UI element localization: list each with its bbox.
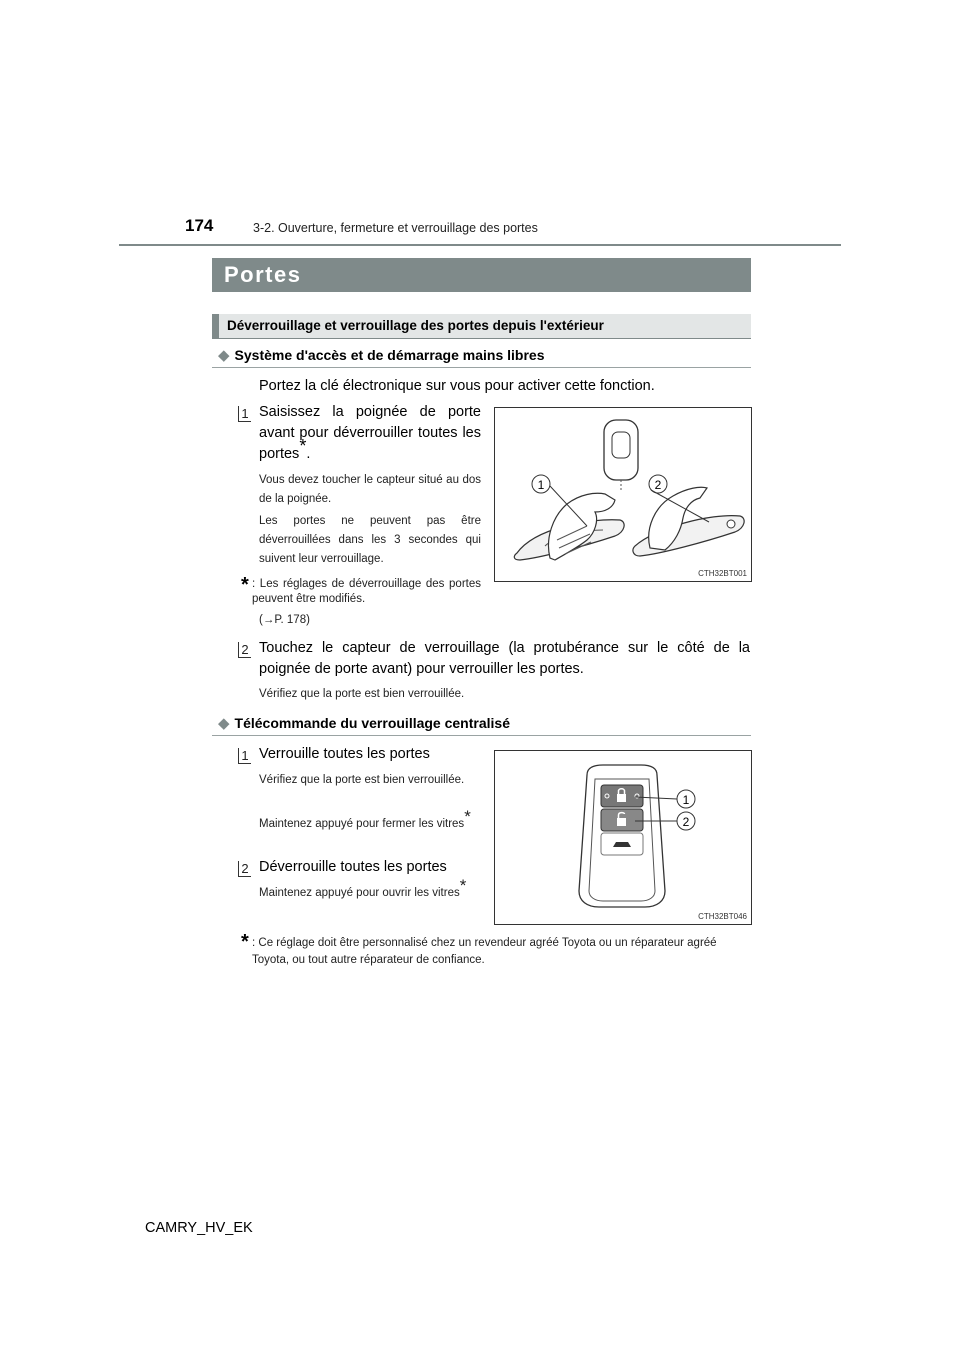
remote-step2-text: Déverrouille toutes les portes: [259, 859, 447, 875]
subheading-band: [212, 314, 751, 339]
footnote1-text: : Les réglages de déverrouillage des portes peuvent être modifiés.: [252, 578, 481, 605]
section2-heading-text: Télécommande du verrouillage centralisé: [234, 715, 510, 731]
asterisk-marker: *: [459, 876, 467, 896]
figure2-code: CTH32BT046: [698, 912, 747, 921]
step1-note2: Les portes ne peuvent pas être déverrouillées dans les 3 secondes qui suivent leur verrouillage.: [259, 515, 481, 565]
asterisk-marker: *: [464, 807, 471, 827]
step1-text: [259, 402, 481, 465]
remote-step1-note2: [259, 807, 481, 834]
remote-step2-note: [259, 876, 481, 903]
remote-key-illustration: [495, 751, 751, 924]
section1-heading-text: Système d'accès et de démarrage mains libres: [234, 347, 545, 363]
diamond-icon: ◆: [218, 715, 230, 732]
section2-rule: [212, 735, 751, 736]
diamond-icon: ◆: [218, 347, 230, 364]
figure1-code: CTH32BT001: [698, 569, 747, 578]
figure2-callout-1: 1: [682, 793, 690, 807]
remote-step1-note2-text: Maintenez appuyé pour fermer les vitres: [259, 818, 465, 830]
section2-heading: [218, 714, 510, 732]
subheading-title: Déverrouillage et verrouillage des portes depuis l'extérieur: [227, 318, 604, 333]
page-number: 174: [185, 216, 214, 235]
title-band: [212, 258, 751, 292]
remote-step-number-2: 2: [238, 861, 251, 877]
footnote2-text: : Ce réglage doit être personnalisé chez un revendeur agréé Toyota ou un réparateur agréé Toyota, ou tout autre réparateur de confiance.: [252, 937, 717, 966]
subheading-bar: [212, 314, 219, 339]
section1-heading: [218, 346, 544, 364]
figure2-callout-2: 2: [682, 815, 690, 829]
section-header: 3-2. Ouverture, fermeture et verrouillage des portes: [253, 221, 538, 235]
remote-step1-note1: Vérifiez que la porte est bien verrouillée.: [259, 774, 465, 786]
door-handle-illustration: [495, 408, 751, 581]
step1-text-end: .: [306, 446, 311, 462]
footnote2-asterisk: *: [241, 931, 249, 953]
figure-remote-key: [494, 750, 752, 925]
step-number-1: 1: [238, 406, 251, 422]
asterisk-marker: *: [299, 436, 307, 457]
remote-step-number-1: 1: [238, 748, 251, 764]
figure1-callout-2: 2: [654, 478, 662, 492]
step1-text-main: Saisissez la poignée de porte avant pour déverrouiller toutes les portes: [259, 404, 481, 462]
section1-intro: Portez la clé électronique sur vous pour activer cette fonction.: [259, 378, 655, 394]
footer-model: CAMRY_HV_EK: [145, 1220, 253, 1236]
remote-step2-note-text: Maintenez appuyé pour ouvrir les vitres: [259, 887, 460, 899]
footnote1-ref: (→P. 178): [259, 614, 310, 626]
step2-text: Touchez le capteur de verrouillage (la protubérance sur le côté de la poignée de porte avant) pour verrouiller les portes.: [259, 640, 750, 677]
remote-step1-text: Verrouille toutes les portes: [259, 746, 430, 762]
step-number-2: 2: [238, 642, 251, 658]
step1-note1: Vous devez toucher le capteur situé au dos de la poignée.: [259, 474, 481, 505]
page-title: Portes: [224, 262, 302, 287]
figure-door-handle: [494, 407, 752, 582]
footnote1-asterisk: *: [241, 574, 249, 596]
step2-note: Vérifiez que la porte est bien verrouillée.: [259, 688, 465, 700]
header-rule: [119, 244, 841, 246]
figure1-callout-1: 1: [537, 478, 545, 492]
section1-rule: [212, 367, 751, 368]
